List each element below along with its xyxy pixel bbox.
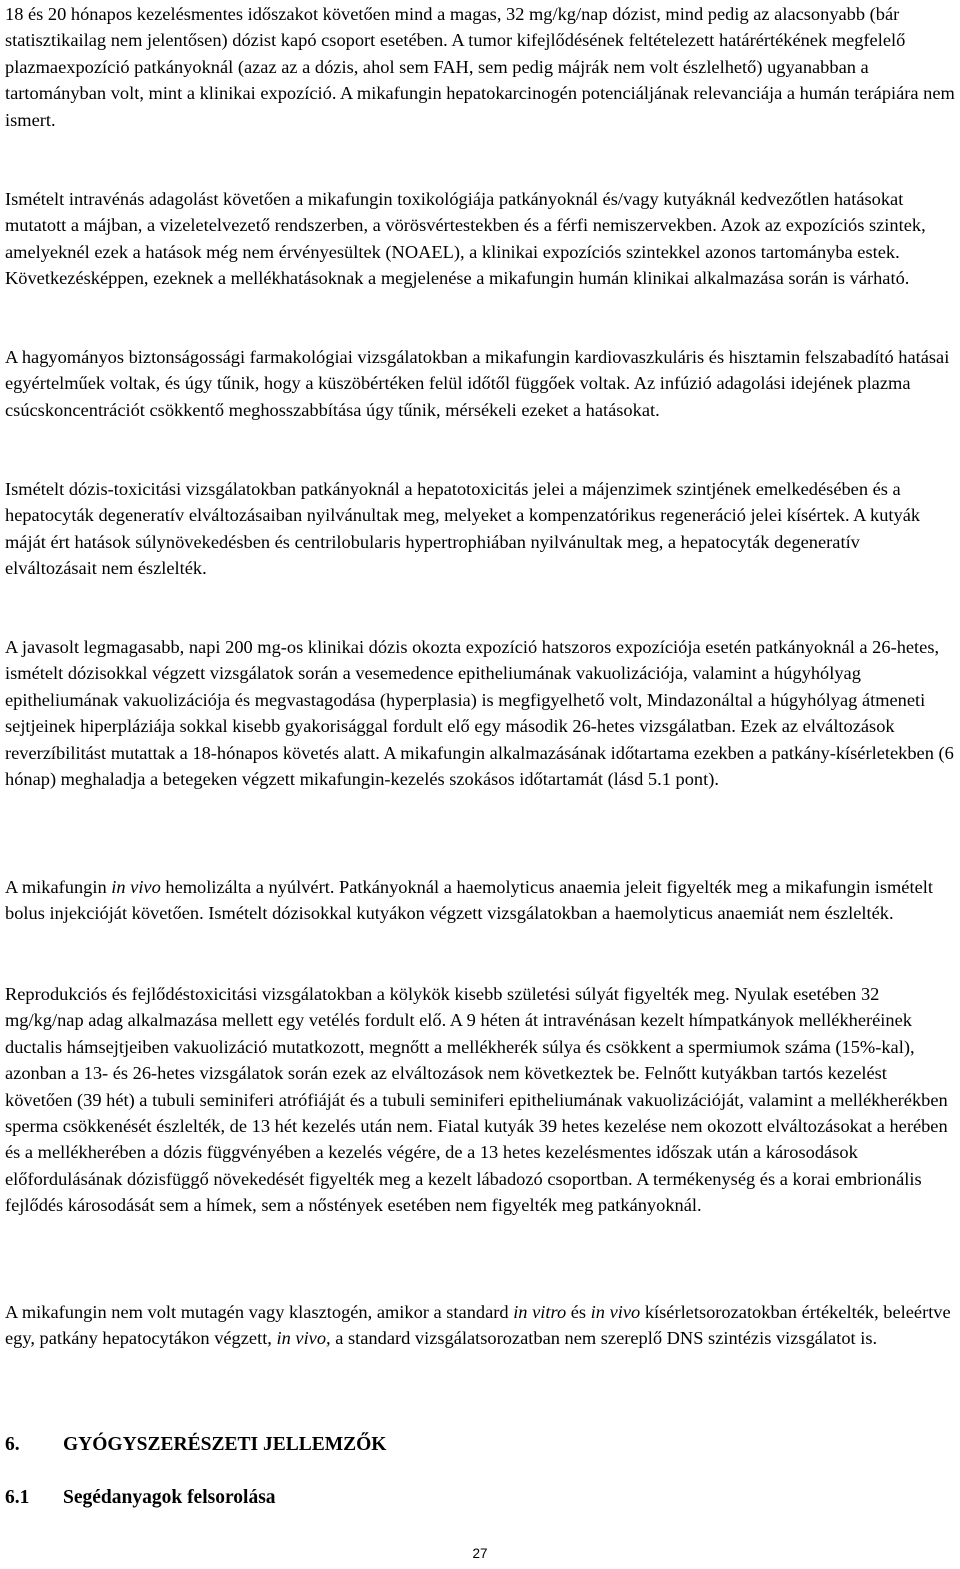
paragraph-repeated-iv-toxicology xyxy=(5,186,955,292)
paragraph-text: A javasolt legmagasabb, napi 200 mg-os klinikai dózis okozta expozíció hatszoros expozíciója esetén patkányoknál a 26-hetes, ismételt dózisokkal végzett vizsgálatok során a vesemedence epitheliumának vakuolizációja, valamint a húgyhólyag epitheliumának vakuolizációja és megvastagodása (hyperplasia) is megfigyelhető volt, Mindazonáltal a húgyhólyag átmeneti sejtjeinek hiperpláziája sokkal kisebb gyakorisággal fordult elő egy második 26-hetes vizsgálatban. Ezek az elváltozások reverzíbilitást mutattak a 18-hónapos követés alatt. A mikafungin alkalmazásának időtartama ezekben a patkány-kísérletekben (6 hónap) meghaladja a betegeken végzett mikafungin-kezelés szokásos időtartamát (lásd 5.1 pont). xyxy=(5,637,954,790)
paragraph-bladder-findings xyxy=(5,634,955,792)
page-number: 27 xyxy=(472,1546,488,1561)
paragraph-text: hemolizálta a nyúlvért. Patkányoknál a haemolyticus anaemia jeleit figyelték meg a mikafungin ismételt bolus injekcióját követően. Ismételt dózisokkal kutyákon végzett vizsgálatokban a haemolyticus anaemiát nem észlelték. xyxy=(5,877,933,924)
italic-term: in vivo xyxy=(590,1302,641,1322)
section-title: GYÓGYSZERÉSZETI JELLEMZŐK xyxy=(63,1434,387,1455)
section-number: 6.1 xyxy=(5,1487,30,1508)
paragraph-text: 18 és 20 hónapos kezelésmentes időszakot követően mind a magas, 32 mg/kg/nap dózist, mind pedig az alacsonyabb (bár statisztikailag nem jelentősen) dózist kapó csoport esetében. A tumor kifejlődésének feltételezett határértékének megfelelő plazmaexpozíció patkányoknál (azaz az a dózis, ahol sem FAH, sem pedig májrák nem volt észlelhető) ugyanabban a tartományban volt, mint a klinikai expozíció. A mikafungin hepatokarcinogén potenciáljának relevanciája a humán terápiára nem ismert. xyxy=(5,4,955,130)
paragraph-safety-pharmacology xyxy=(5,344,955,423)
italic-term: in vivo, xyxy=(276,1328,331,1349)
paragraph-text: Ismételt dózis-toxicitási vizsgálatokban patkányoknál a hepatotoxicitás jelei a májenzimek szintjének emelkedésében és a hepatocyták degeneratív elváltozásaiban nyilvánultak meg, melyeket a kompenzatórikus regeneráció jelei kísértek. A kutyák máját ért hatások súlynövekedésben és centrilobularis hypertrophiában nyilvánultak meg, a hepatocyták degeneratív elváltozásait nem észlelték. xyxy=(5,479,921,579)
paragraph-genotoxicity xyxy=(5,1299,955,1352)
paragraph-tumor-exposure xyxy=(5,1,955,133)
paragraph-text: A mikafungin nem volt mutagén vagy klasztogén, amikor a standard xyxy=(5,1302,514,1322)
paragraph-text: A hagyományos biztonságossági farmakológiai vizsgálatokban a mikafungin kardiovaszkuláris és hisztamin felszabadító hatásai egyértelműek voltak, és úgy tűnik, hogy a küszöbértéken felül időtől függőek voltak. Az infúzió adagolási idejének plazma csúcskoncentrációt csökkentő meghosszabbítása úgy tűnik, mérsékeli ezeket a hatásokat. xyxy=(5,347,950,420)
paragraph-hepatotoxicity xyxy=(5,476,955,582)
paragraph-text: kísérletsorozatokban értékelték, beleértve egy, patkány hepatocytákon végzett, xyxy=(5,1302,951,1349)
section-number: 6. xyxy=(5,1434,20,1455)
paragraph-text: A mikafungin xyxy=(5,877,112,897)
paragraph-text: Reprodukciós és fejlődéstoxicitási vizsgálatokban a kölykök kisebb születési súlyát figyelték meg. Nyulak esetében 32 mg/kg/nap adag alkalmazása mellett egy vetélés fordult elő. A 9 héten át intravénásan kezelt hímpatkányok mellékheréinek ductalis hámsejtjeiben vakuolizáció mutatkozott, megnőtt a mellékherék súlya és csökkent a spermiumok száma (15%-kal), azonban a 13- és 26-hetes vizsgálatok során ezek az elváltozások nem következtek be. Felnőtt kutyákban tartós kezelést követően (39 hét) a tubuli seminiferi atrófiáját és a tubuli seminiferi epitheliumának vakuolizációját, valamint a mellékherékben sperma csökkenését észlelték, de 13 hét kezelés után nem. Fiatal kutyák 39 hetes kezelése nem okozott elváltozásokat a herében és a mellékherében a dózis függvényében a kezelés végére, de a 13 hetes kezelésmentes időszak után a károsodások előfordulásának dózisfüggő növekedését figyelték meg a kezelt lábadozó csoportban. A termékenység és a korai embrionális fejlődés károsodását sem a hímek, sem a nőstények esetében nem figyelték meg patkányoknál. xyxy=(5,984,948,1216)
italic-term: in vitro xyxy=(513,1302,567,1322)
section-heading-6 xyxy=(5,1432,386,1458)
paragraph-text: és xyxy=(566,1302,591,1322)
paragraph-reproductive-toxicity xyxy=(5,981,955,1219)
paragraph-text: Ismételt intravénás adagolást követően a mikafungin toxikológiája patkányoknál és/vagy kutyáknál kedvezőtlen hatásokat mutatott a májban, a vizeletelvezető rendszerben, a vörösvértestekben és a férfi nemiszervekben. Azok az expozíciós szintek, amelyeknél ezek a hatások még nem érvényesültek (NOAEL), a klinikai expozíciós szintekkel azonos tartományba estek. Következésképpen, ezeknek a mellékhatásoknak a megjelenése a mikafungin humán klinikai alkalmazása során is várható. xyxy=(5,189,926,289)
paragraph-hemolysis xyxy=(5,874,955,927)
section-heading-6-1 xyxy=(5,1485,276,1511)
section-title: Segédanyagok felsorolása xyxy=(63,1487,276,1508)
italic-term: in vivo xyxy=(111,877,161,897)
paragraph-text: a standard vizsgálatsorozatban nem szereplő DNS szintézis vizsgálatot is. xyxy=(330,1328,878,1349)
